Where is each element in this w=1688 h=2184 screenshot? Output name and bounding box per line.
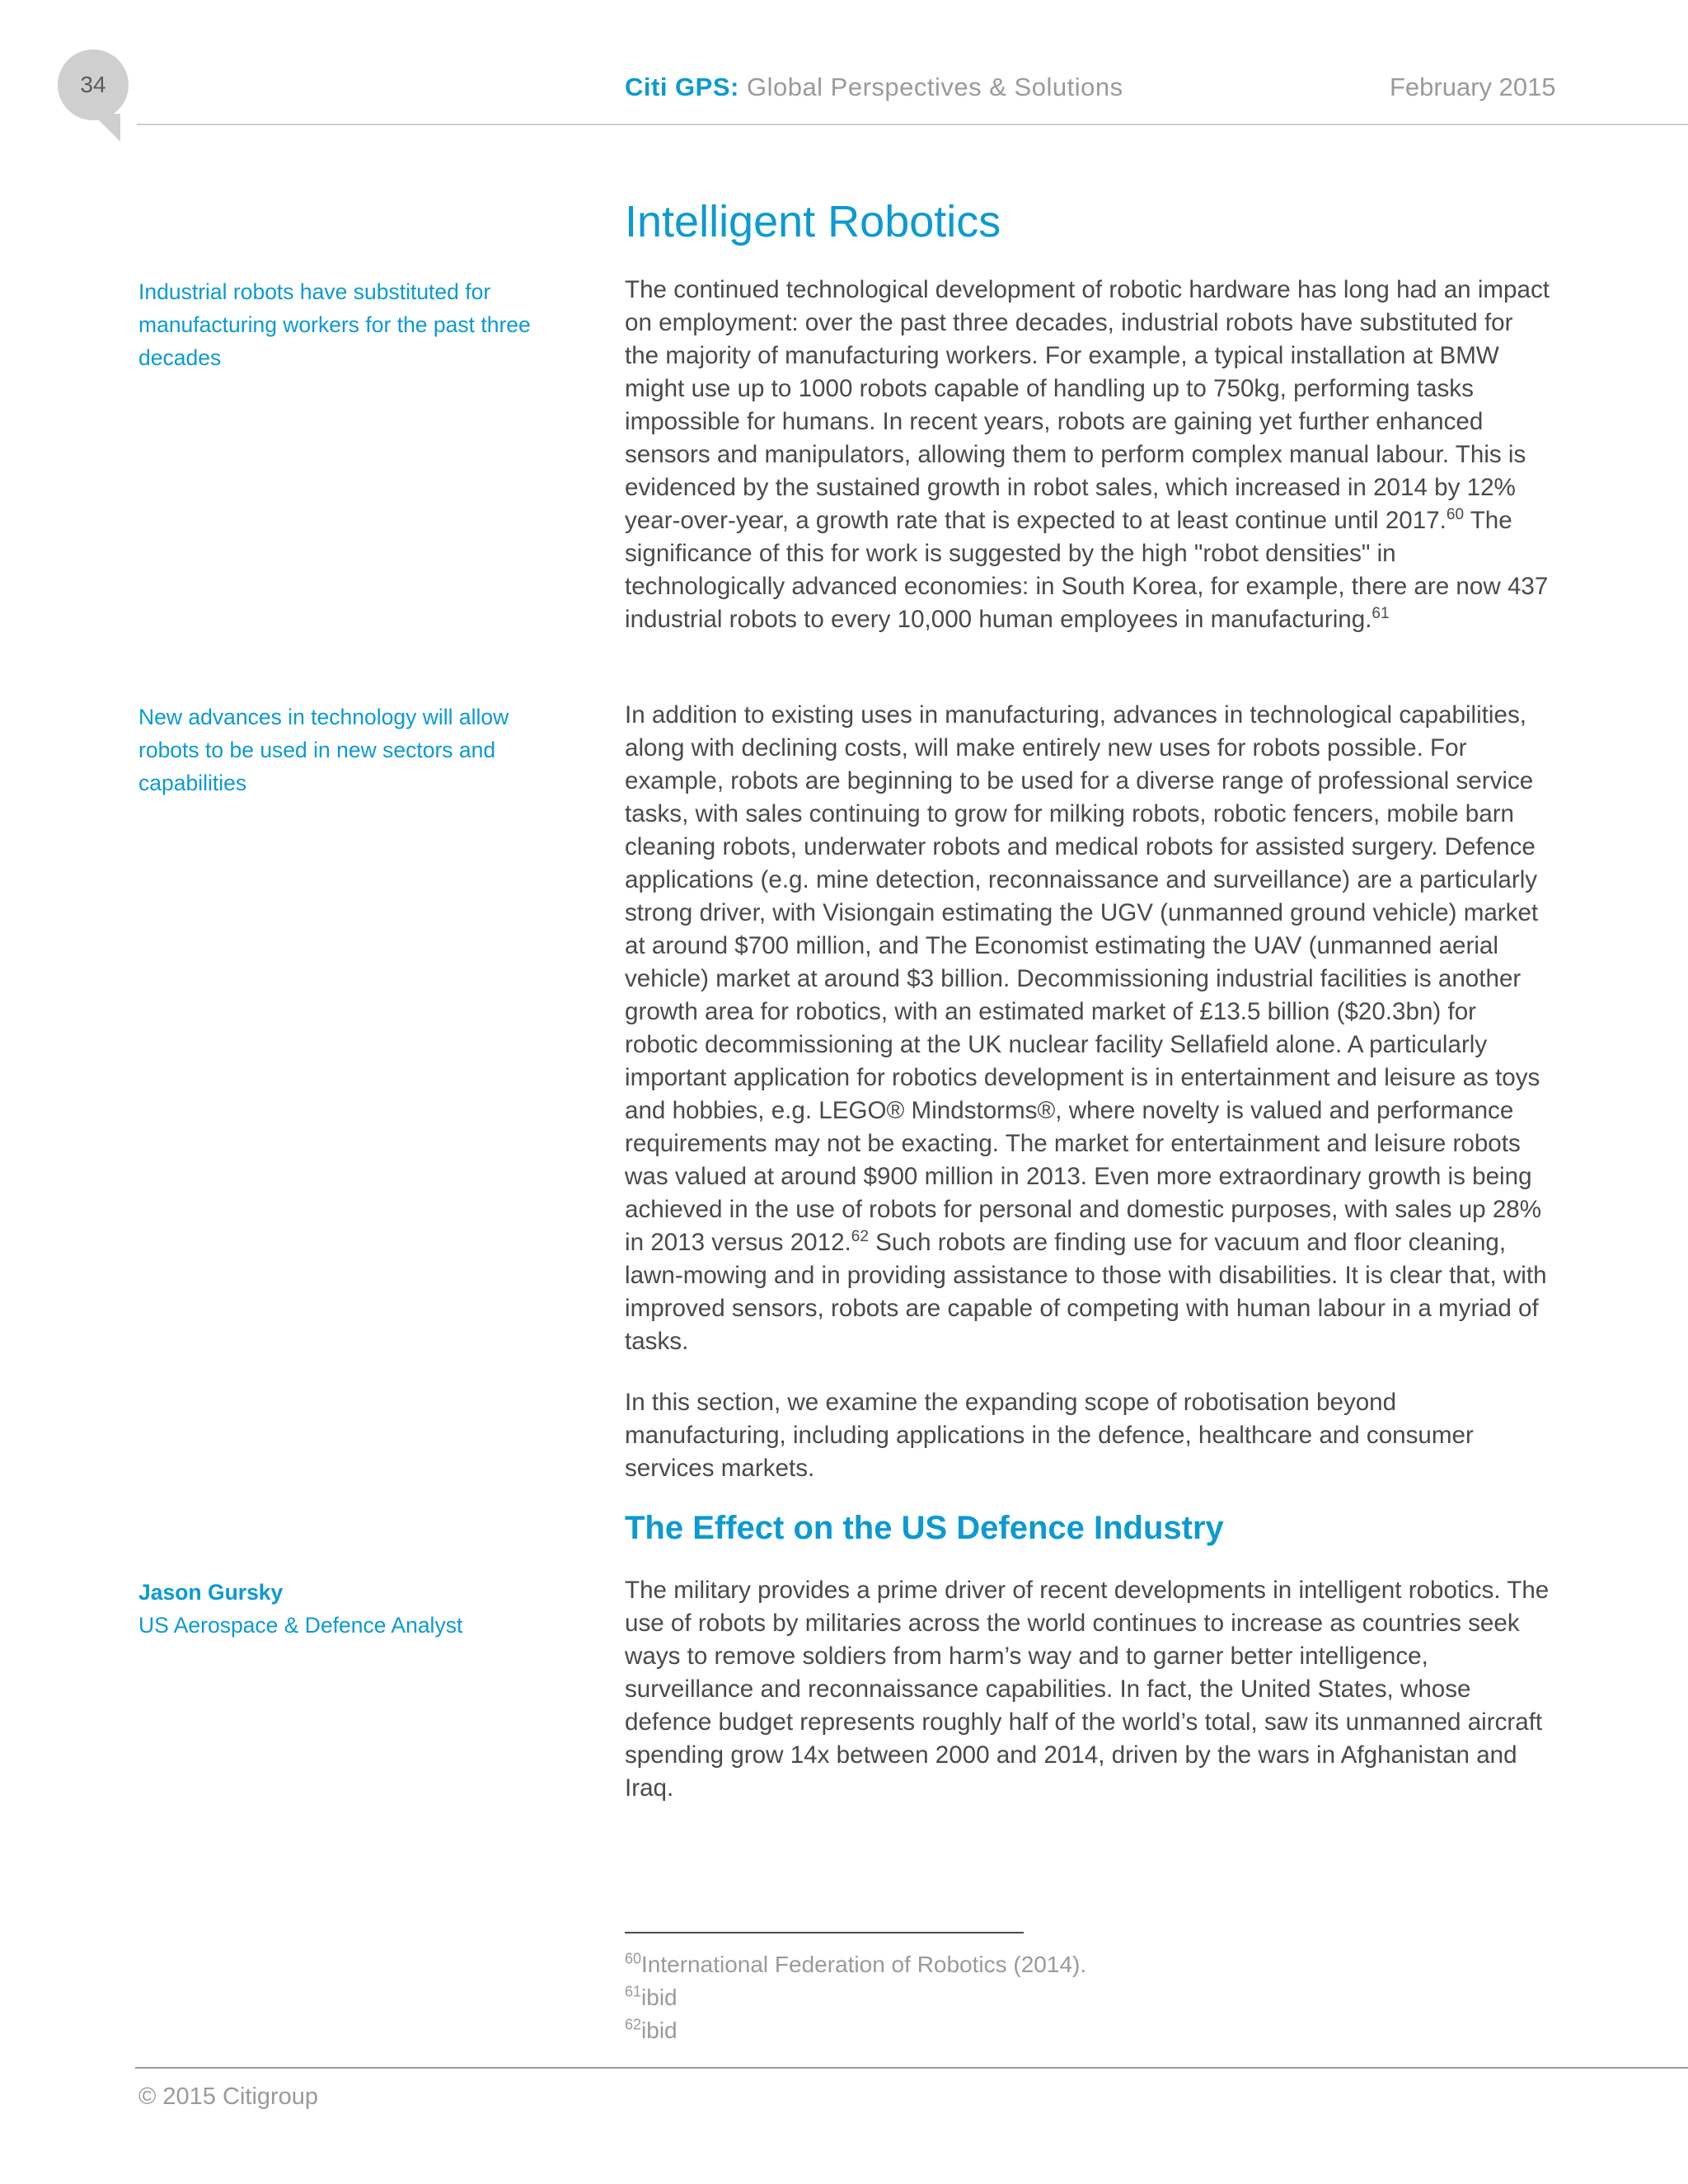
analyst-title: US Aerospace & Defence Analyst [138, 1613, 463, 1638]
analyst-credit [138, 1576, 462, 1642]
publication-header [625, 73, 1123, 102]
paragraph-military-driver: The military provides a prime driver of recent developments in intelligent robotics. The use of robots by militaries across the world continues to increase as countries seek ways to remove soldiers from harm’s way and to garner better intelligence, surveillance and reconnaissance capabilities. In fact, the United States, whose defence budget represents roughly half of the world’s total, saw its unmanned aircraft spending grow 14x between 2000 and 2014, driven by the wars in Afghanistan and Iraq. [625, 1577, 1550, 1802]
footnote-60 [625, 1948, 1086, 1981]
footnotes [625, 1948, 1086, 2047]
paragraph-text: The continued technological development of robotic hardware has long had an impact on employment: over the past three decades, industrial robots have substituted for the majority of manufacturing workers. For example, a typical installation at BMW might use up to 1000 robots capable of handling up to 750kg, performing tasks impossible for humans. In recent years, robots are gaining yet further enhanced sensors and manipulators, allowing them to perform complex manual labour. This is evidenced by the sustained growth in robot sales, which increased in 2014 by 12% year-over-year, a growth rate that is expected to at least continue until 2017. [625, 276, 1550, 534]
section-title: Intelligent Robotics [625, 197, 1001, 246]
sidenote-industrial-robots: Industrial robots have substituted for manufacturing workers for the past three decades [138, 279, 531, 370]
paragraph-new-uses [625, 699, 1553, 1358]
footnote-61 [625, 1981, 1086, 2014]
header-divider [137, 124, 1688, 125]
sidenote-new-advances: New advances in technology will allow robots to be used in new sectors and capabilities [138, 705, 509, 795]
analyst-name: Jason Gursky [138, 1580, 284, 1605]
paragraph-text: Such robots are finding use for vacuum and floor cleaning, lawn-mowing and in providing assistance to those with disabilities. It is clear that, with improved sensors, robots are capable of competing with human labour in a myriad of tasks. [625, 1229, 1547, 1355]
page-number-badge [58, 49, 129, 120]
footnote-ref-60[interactable]: 60 [1446, 506, 1465, 524]
footnote-number: 62 [625, 2016, 642, 2033]
footer-divider [135, 2067, 1688, 2069]
footnote-number: 60 [625, 1950, 642, 1967]
footnote-ref-61[interactable]: 61 [1372, 605, 1390, 623]
footnote-text: International Federation of Robotics (2014). [641, 1952, 1087, 1977]
publication-date: February 2015 [1390, 73, 1556, 101]
brand-name: Citi GPS: [625, 73, 739, 101]
footnote-62 [625, 2014, 1086, 2047]
paragraph-industrial-robots [625, 274, 1553, 636]
copyright-notice: © 2015 Citigroup [138, 2083, 319, 2110]
page-number: 34 [80, 72, 106, 97]
publication-name: Global Perspectives & Solutions [738, 73, 1123, 101]
footnote-number: 61 [625, 1983, 642, 2000]
paragraph-text: In addition to existing uses in manufacturing, advances in technological capabilities, along with declining costs, will make entirely new uses for robots possible. For example, robots are beginning to be used for a diverse range of professional service tasks, with sales continuing to grow for milking robots, robotic fencers, mobile barn cleaning robots, underwater robots and medical robots for assisted surgery. Defence applications (e.g. mine detection, reconnaissance and surveillance) are a particularly strong driver, with Visiongain estimating the UGV (unmanned ground vehicle) market at around $700 million, and The Economist estimating the UAV (unmanned aerial vehicle) market at around $3 billion. Decommissioning industrial facilities is another growth area for robotics, with an estimated market of £13.5 billion ($20.3bn) for robotic decommissioning at the UK nuclear facility Sellafield alone. A particularly important application for robotics development is in entertainment and leisure as toys and hobbies, e.g. LEGO® Mindstorms®, where novelty is valued and performance requirements may not be exacting. The market for entertainment and leisure robots was valued at around $900 million in 2013. Even more extraordinary growth is being achieved in the use of robots for personal and domestic purposes, with sales up 28% in 2013 versus 2012. [625, 701, 1542, 1256]
footnote-ref-62[interactable]: 62 [851, 1228, 869, 1246]
footnote-divider [625, 1932, 1024, 1933]
footnote-text: ibid [641, 2018, 678, 2043]
page-number-badge-tail [92, 114, 120, 142]
paragraph-text: The significance of this for work is suggested by the high "robot densities" in technologically advanced economies: in South Korea, for example, there are now 437 industrial robots to every 10,000 human employees in manufacturing. [625, 507, 1549, 633]
paragraph-section-overview: In this section, we examine the expanding scope of robotisation beyond manufacturing, including applications in the defence, healthcare and consumer services markets. [625, 1389, 1474, 1482]
footnote-text: ibid [641, 1985, 678, 2010]
subheading-us-defence: The Effect on the US Defence Industry [625, 1510, 1224, 1546]
